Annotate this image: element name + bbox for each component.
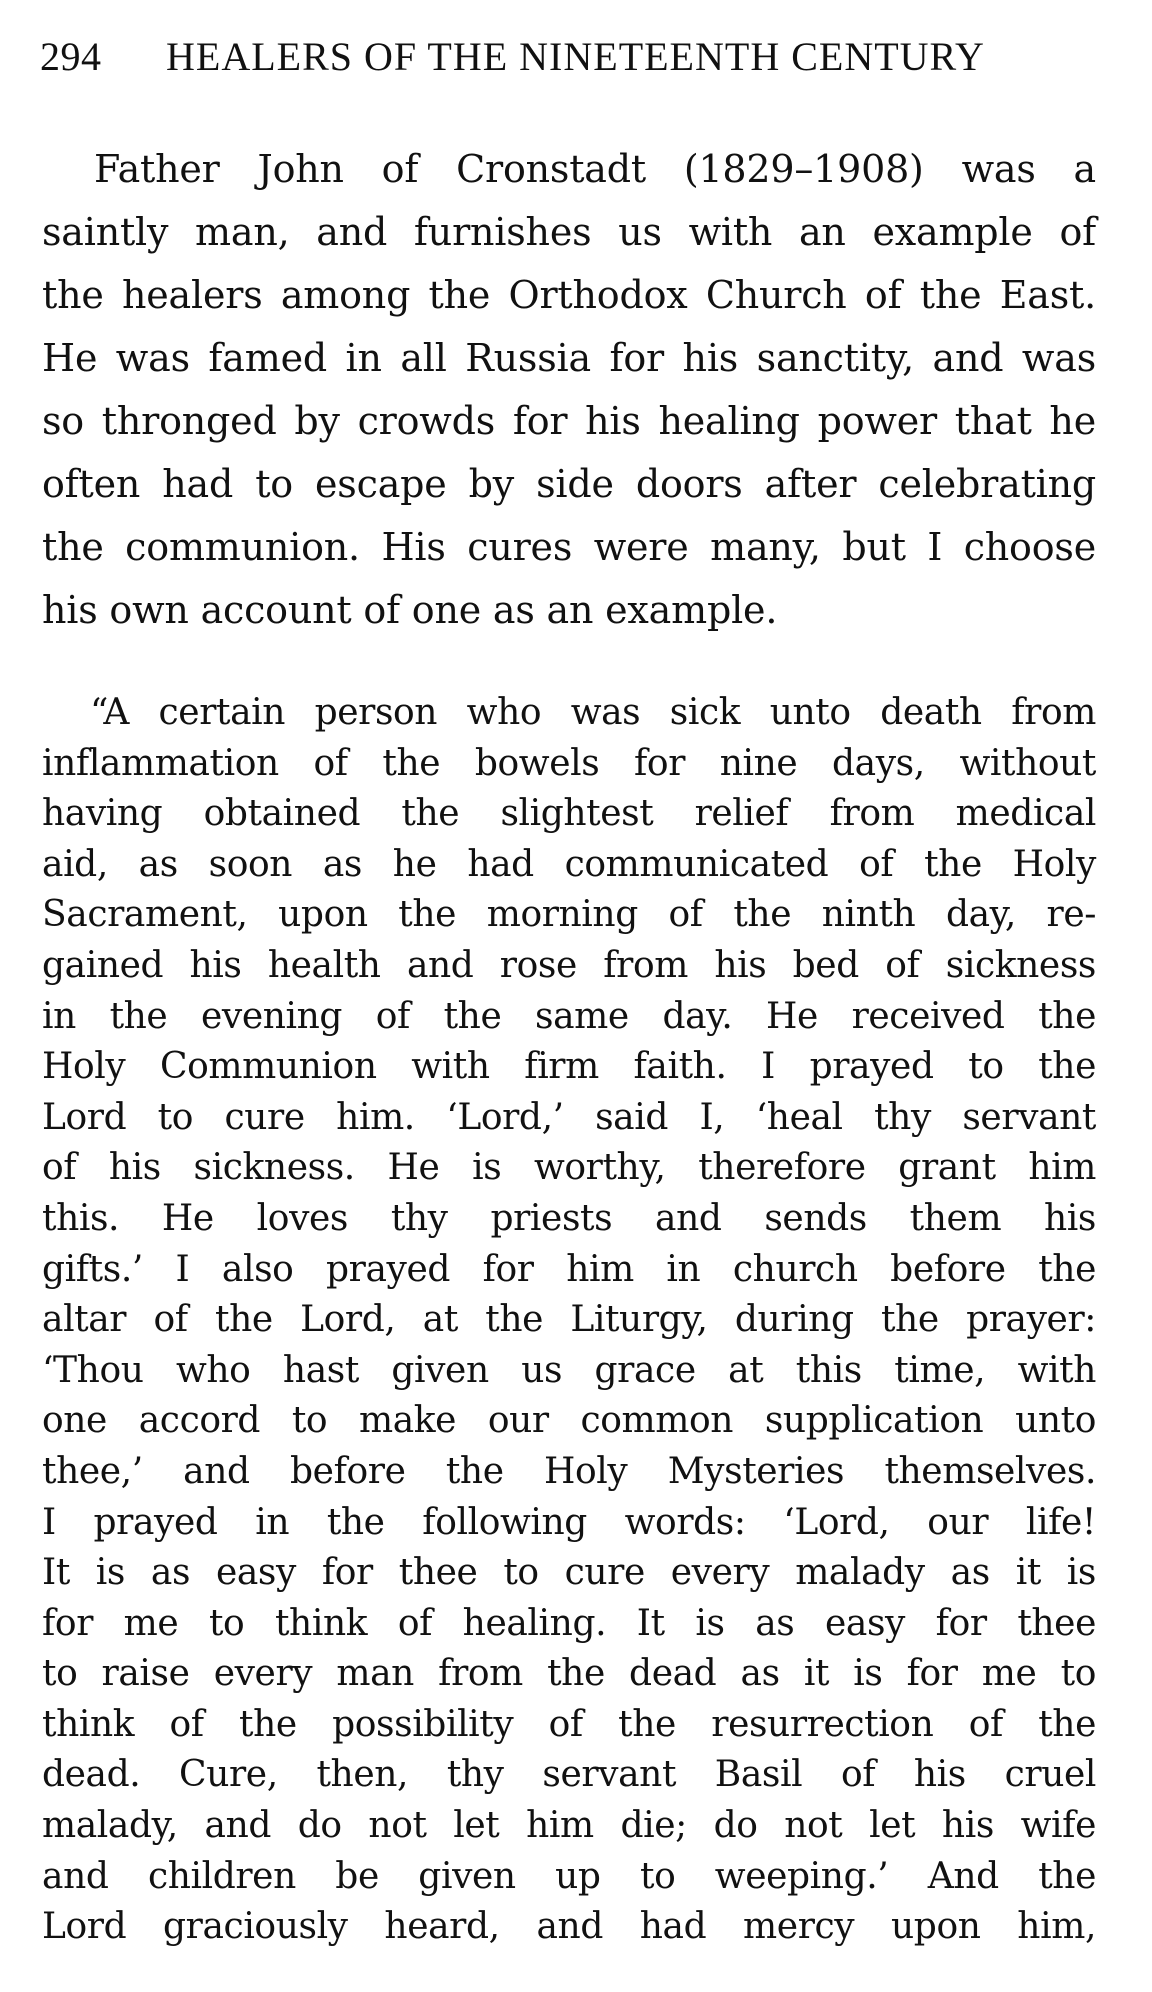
text-line: often had to escape by side doors after celebrating <box>42 462 1096 506</box>
running-header <box>40 30 1102 84</box>
text-line: the communion. His cures were many, but I choose <box>42 525 1096 569</box>
text-line: in the evening of the same day. He received the <box>42 995 1096 1037</box>
text-line: think of the possibility of the resurrection of the <box>42 1703 1096 1745</box>
text-line: so thronged by crowds for his healing power that he <box>42 399 1096 443</box>
text-line: one accord to make our common supplication unto <box>42 1400 1096 1442</box>
text-line: for me to think of healing. It is as easy for thee <box>42 1602 1096 1644</box>
text-line: inflammation of the bowels for nine days, without <box>42 742 1096 784</box>
text-line: altar of the Lord, at the Liturgy, during the prayer: <box>42 1299 1096 1341</box>
text-line: “A certain person who was sick unto death from <box>90 692 1096 733</box>
text-line: Lord graciously heard, and had mercy upon him, <box>42 1906 1096 1948</box>
text-line: this. He loves thy priests and sends them his <box>42 1197 1096 1239</box>
text-line: Lord to cure him. ‘Lord,’ said I, ‘heal thy servant <box>42 1096 1096 1138</box>
text-line: saintly man, and furnishes us with an example of <box>42 210 1096 254</box>
text-line: to raise every man from the dead as it is for me to <box>42 1653 1096 1695</box>
text-line: Sacrament, upon the morning of the ninth day, re- <box>42 894 1096 936</box>
text-line: Father John of Cronstadt (1829–1908) was a <box>94 147 1096 191</box>
text-line: malady, and do not let him die; do not let his wife <box>42 1805 1096 1847</box>
intro-paragraph <box>42 138 1096 642</box>
text-line: his own account of one as an example. <box>42 588 778 632</box>
text-line: dead. Cure, then, thy servant Basil of his cruel <box>42 1754 1096 1796</box>
text-line: It is as easy for thee to cure every malady as it is <box>42 1552 1096 1594</box>
text-line: Holy Communion with firm faith. I prayed to the <box>42 1046 1096 1088</box>
text-line: and children be given up to weeping.’ And the <box>42 1855 1096 1897</box>
quoted-account <box>42 688 1096 1953</box>
text-line: thee,’ and before the Holy Mysteries themselves. <box>42 1450 1096 1492</box>
text-line: gifts.’ I also prayed for him in church before the <box>42 1248 1096 1290</box>
text-line: He was famed in all Russia for his sanctity, and was <box>42 336 1096 380</box>
text-line: aid, as soon as he had communicated of the Holy <box>42 843 1096 885</box>
text-line: gained his health and rose from his bed of sickness <box>42 944 1096 986</box>
text-line: of his sickness. He is worthy, therefore grant him <box>42 1147 1096 1189</box>
page-number: 294 <box>40 34 102 79</box>
running-title: HEALERS OF THE NINETEENTH CENTURY <box>166 34 985 79</box>
text-line: the healers among the Orthodox Church of the East. <box>42 273 1096 317</box>
text-line: ‘Thou who hast given us grace at this time, with <box>42 1349 1096 1391</box>
text-line: I prayed in the following words: ‘Lord, our life! <box>42 1501 1096 1543</box>
text-line: having obtained the slightest relief from medical <box>42 793 1096 835</box>
